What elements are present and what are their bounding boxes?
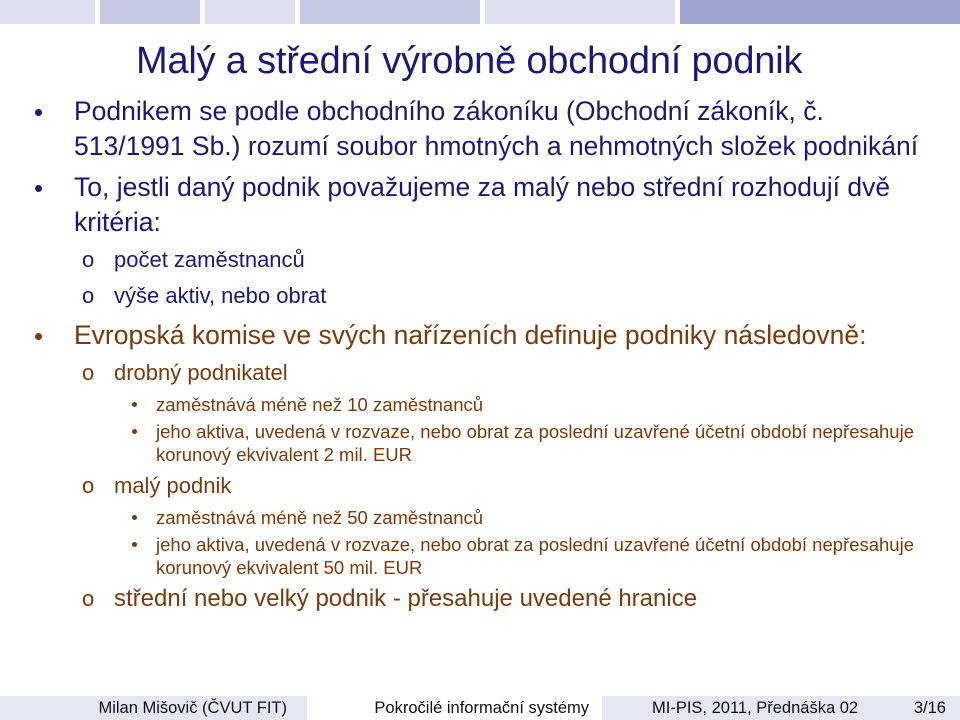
bullet-text: Podnikem se podle obchodního zákoníku (Obchodní zákoník, č. 513/1991 Sb.) rozumí soubor hmotných a nehmotných složek podnikání <box>74 96 919 161</box>
detail-text: jeho aktiva, uvedená v rozvaze, nebo obrat za poslední uzavřené účetní období nepřesahuje korunový ekvivalent 2 mil. EUR <box>156 421 914 465</box>
detail-point <box>32 506 916 529</box>
slide-content <box>32 94 932 615</box>
sub-bullet-item <box>32 582 932 615</box>
sub-bullet-text: drobný podnikatel <box>114 360 288 385</box>
sub-bullet-item <box>32 243 932 276</box>
footer-right <box>602 696 960 720</box>
sub-bullet-text: výše aktiv, nebo obrat <box>114 283 327 308</box>
circle-bullet-icon: o <box>82 586 95 611</box>
top-decor-band <box>0 0 960 24</box>
detail-text: jeho aktiva, uvedená v rozvaze, nebo obrat za poslední uzavřené účetní období nepřesahuje korunový ekvivalent 50 mil. EUR <box>156 534 914 578</box>
bullet-item <box>32 170 932 240</box>
bullet-item <box>32 94 932 164</box>
circle-bullet-icon: o <box>82 247 95 272</box>
bullet-item <box>32 318 932 353</box>
bullet-text: To, jestli daný podnik považujeme za malý nebo střední rozhodují dvě kritéria: <box>74 172 891 237</box>
sub-bullet-item <box>32 469 932 502</box>
sub-bullet-item <box>32 356 932 389</box>
sub-bullet-text: malý podnik <box>114 473 232 498</box>
bullet-dot-icon <box>35 109 42 116</box>
band-segment <box>205 0 295 24</box>
sub-bullet-text: počet zaměstnanců <box>114 247 305 272</box>
small-bullet-icon <box>132 542 137 547</box>
sub-bullet-text: střední nebo velký podnik - přesahuje uvedené hranice <box>114 585 698 612</box>
footer-lecture: MI-PIS, 2011, Přednáška 02 <box>652 699 859 717</box>
band-segment <box>485 0 675 24</box>
detail-point <box>32 393 916 416</box>
small-bullet-icon <box>132 429 137 434</box>
footer-author: Milan Mišovič (ČVUT FIT) <box>0 696 307 720</box>
bullet-text: Evropská komise ve svých nařízeních definuje podniky následovně: <box>74 320 867 350</box>
circle-bullet-icon: o <box>82 360 95 385</box>
bullet-dot-icon <box>35 185 42 192</box>
detail-text: zaměstnává méně než 10 zaměstnanců <box>156 394 484 415</box>
slide-footer <box>0 696 960 720</box>
footer-page-number: 3/16 <box>913 699 946 717</box>
footer-course: Pokročilé informační systémy <box>307 696 602 720</box>
band-segment <box>680 0 960 24</box>
small-bullet-icon <box>132 402 137 407</box>
circle-bullet-icon: o <box>82 473 95 498</box>
small-bullet-icon <box>132 515 137 520</box>
sub-bullet-item <box>32 279 932 312</box>
detail-text: zaměstnává méně než 50 zaměstnanců <box>156 507 484 528</box>
detail-point <box>32 420 916 466</box>
circle-bullet-icon: o <box>82 283 95 308</box>
slide-title: Malý a střední výrobně obchodní podnik <box>136 40 803 82</box>
band-segment <box>300 0 480 24</box>
band-segment <box>0 0 95 24</box>
band-segment <box>100 0 200 24</box>
bullet-dot-icon <box>35 333 42 340</box>
detail-point <box>32 533 916 579</box>
